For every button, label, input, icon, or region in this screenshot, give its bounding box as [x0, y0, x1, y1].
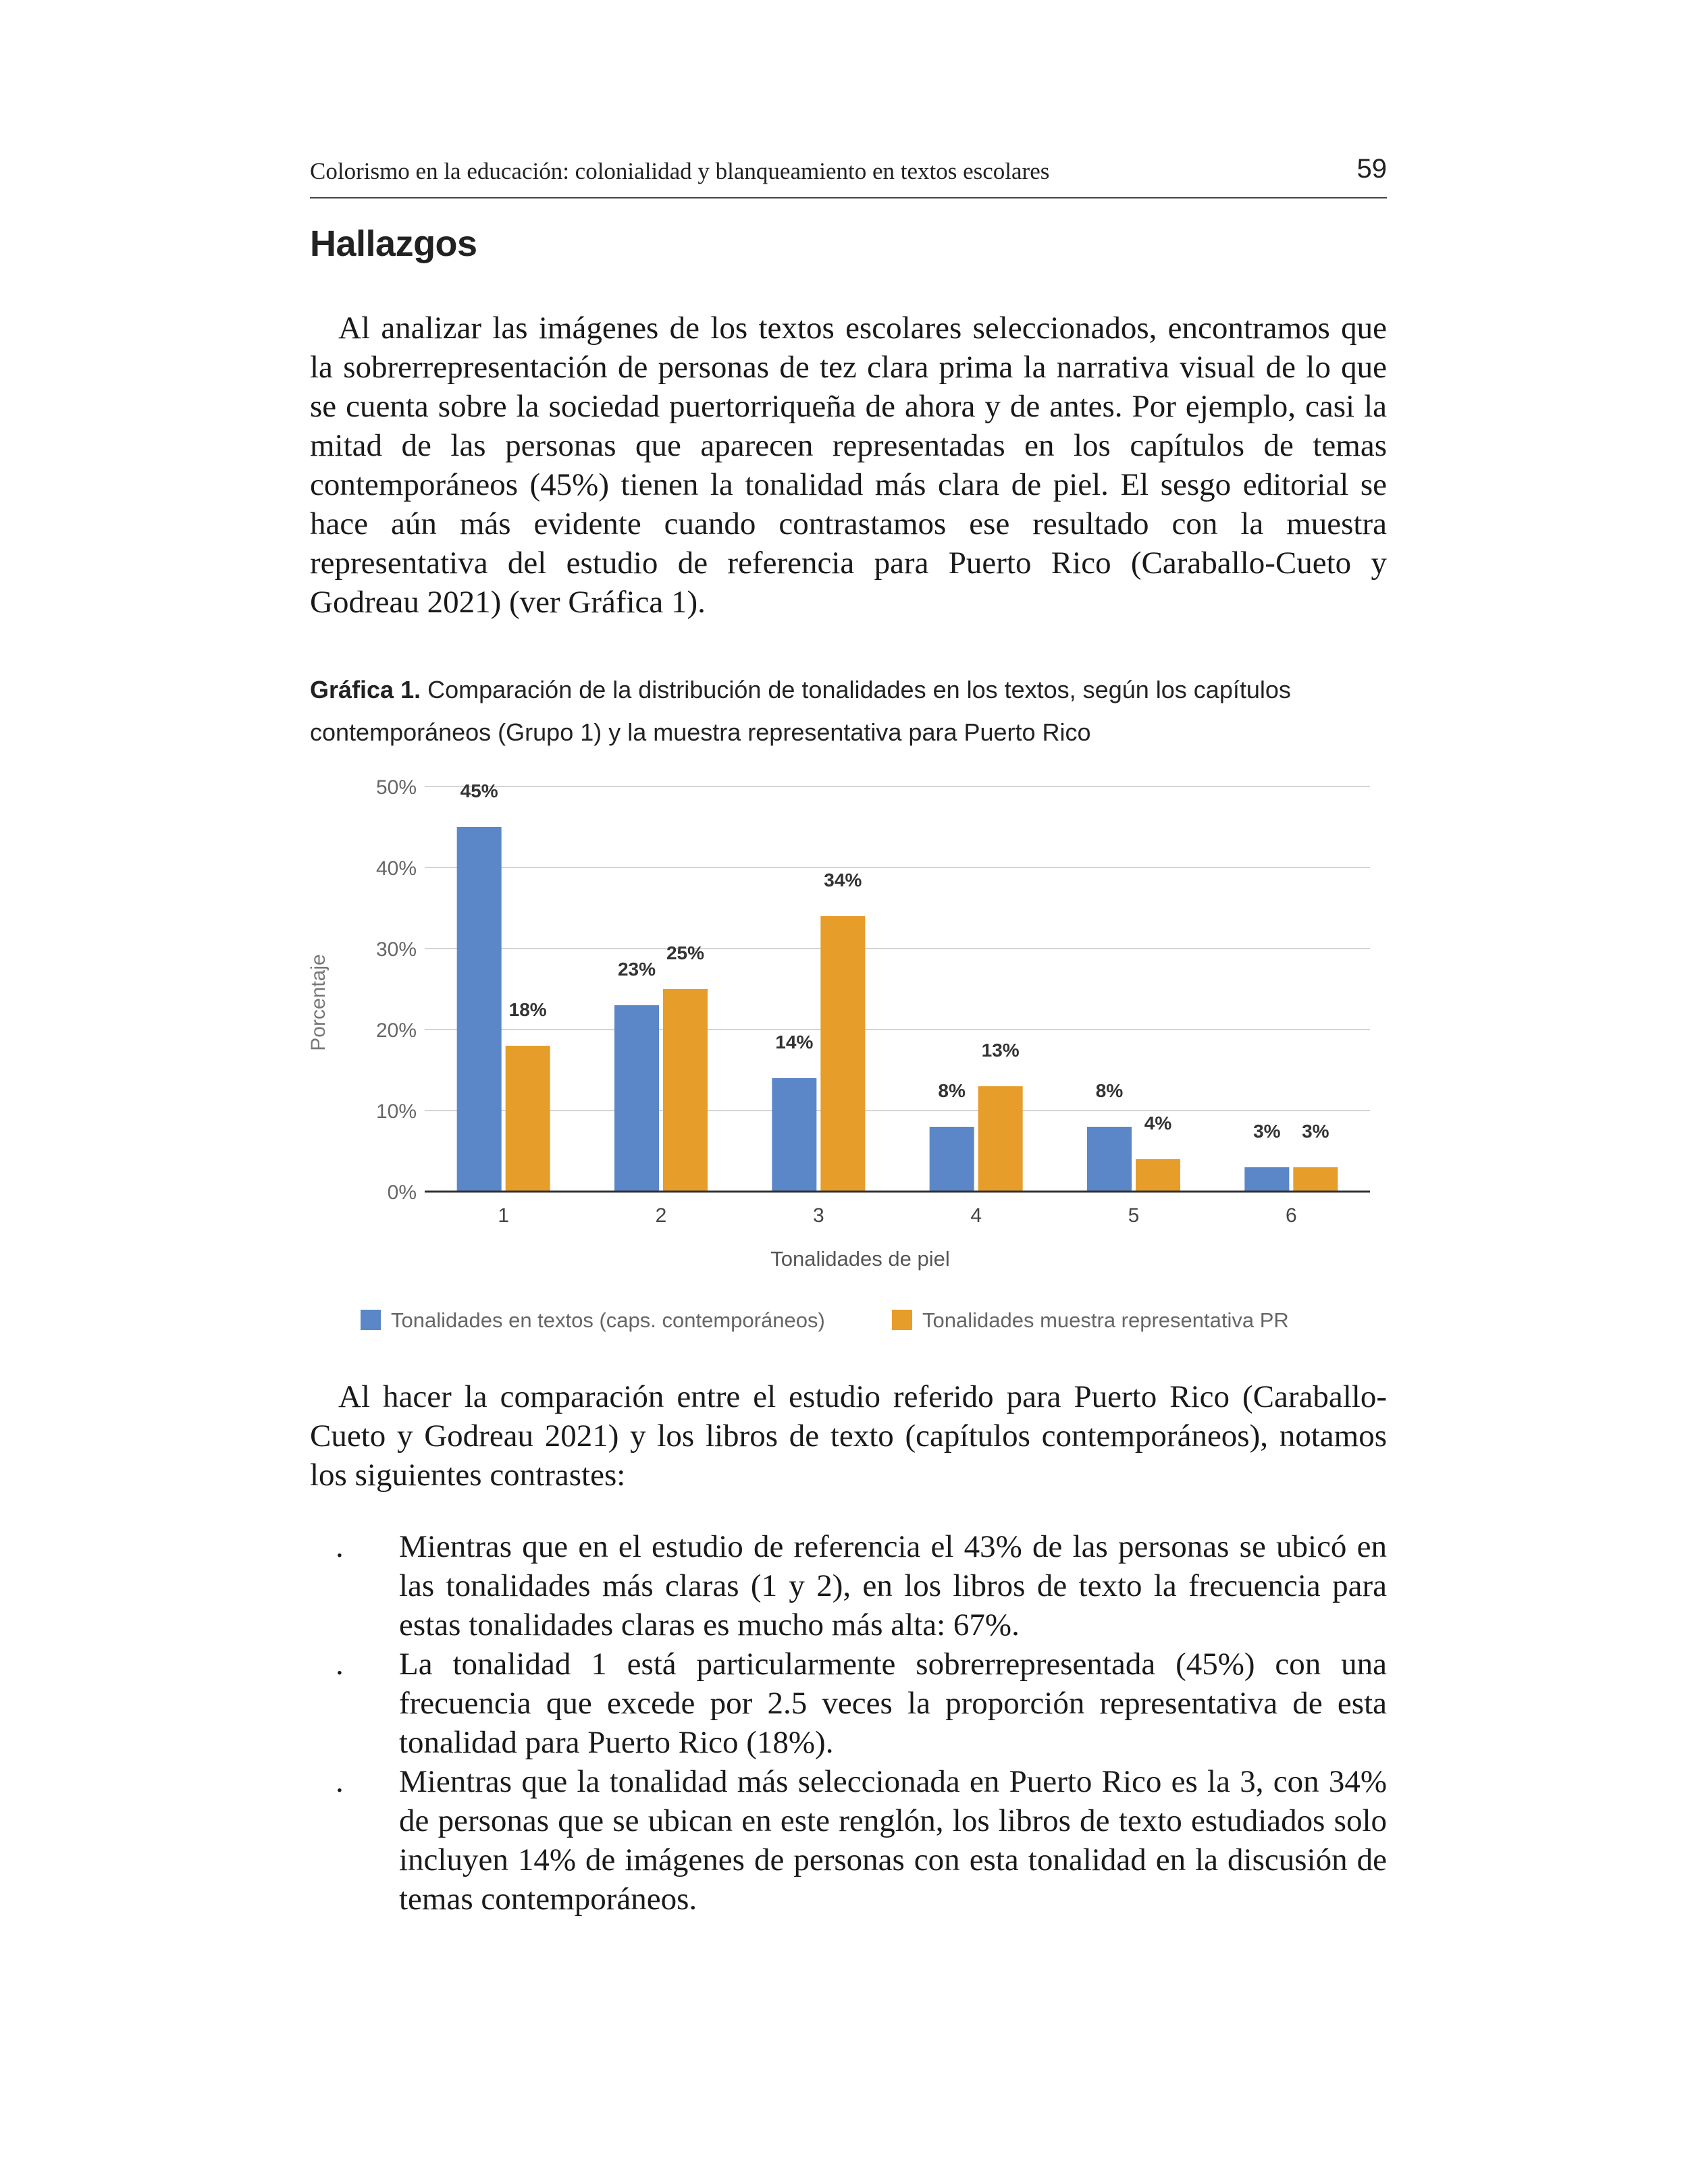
y-tick-label: 0% [387, 1181, 417, 1204]
bullet-item [310, 1762, 1387, 1919]
data-label: 8% [938, 1080, 966, 1101]
y-tick-label: 10% [375, 1100, 417, 1123]
x-tick-label: 2 [655, 1204, 667, 1227]
bar-series-1 [457, 827, 502, 1192]
data-label: 25% [666, 942, 705, 963]
bullet-marker: . [336, 1647, 344, 1682]
bar-series-1 [930, 1127, 974, 1192]
data-label: 3% [1253, 1121, 1281, 1142]
bar-series-2 [1293, 1167, 1338, 1192]
chart-legend [361, 1308, 1289, 1332]
figure-caption-text: Comparación de la distribución de tonalidades en los textos, según los capítulos contemporáneos (Grupo 1) y la muestra representativa para Puerto Rico [310, 676, 1291, 746]
legend-label-series-2: Tonalidades muestra representativa PR [922, 1308, 1289, 1332]
bar-series-2 [978, 1086, 1023, 1192]
data-label: 13% [981, 1040, 1020, 1061]
data-label: 14% [775, 1032, 814, 1053]
bar-series-2 [663, 989, 708, 1192]
body-paragraph: Al hacer la comparación entre el estudio referido para Puerto Rico (Caraballo-Cueto y Godreau 2021) y los libros de texto (capítulos contemporáneos), notamos los siguientes contrastes: [310, 1379, 1387, 1493]
y-tick-label: 40% [375, 857, 417, 880]
section-heading: Hallazgos [310, 223, 477, 264]
x-tick-label: 6 [1285, 1204, 1297, 1227]
data-label: 4% [1144, 1113, 1172, 1134]
figure-caption [310, 668, 1387, 753]
bullet-text: La tonalidad 1 está particularmente sobrerrepresentada (45%) con una frecuencia que excede por 2.5 veces la proporción representativa de esta tonalidad para Puerto Rico (18%). [399, 1647, 1387, 1760]
bar-series-1 [614, 1005, 659, 1192]
page-number: 59 [1356, 154, 1387, 184]
x-tick-label: 5 [1128, 1204, 1140, 1227]
bullet-item [310, 1645, 1387, 1762]
bar-series-1 [1244, 1167, 1289, 1192]
x-axis-ticks [498, 1204, 1296, 1227]
figure-caption-label: Gráfica 1. [310, 676, 421, 703]
x-tick-label: 4 [970, 1204, 982, 1227]
data-labels [460, 780, 1329, 1142]
x-tick-label: 1 [498, 1204, 510, 1227]
running-header [310, 154, 1387, 198]
bullet-marker: . [336, 1764, 344, 1799]
y-axis-label: Porcentaje [307, 954, 329, 1051]
chart-grid [425, 787, 1370, 1111]
data-label: 3% [1302, 1121, 1329, 1142]
bar-series-1 [772, 1078, 816, 1192]
bar-series-2 [820, 916, 865, 1192]
legend-swatch-series-2 [892, 1310, 912, 1330]
y-axis-ticks [376, 776, 417, 1204]
legend-swatch-series-1 [361, 1310, 381, 1330]
chart-bars [457, 827, 1338, 1192]
data-label: 18% [508, 999, 547, 1020]
data-label: 45% [460, 780, 498, 801]
data-label: 8% [1095, 1080, 1124, 1101]
y-tick-label: 30% [375, 938, 417, 961]
bar-series-2 [506, 1046, 550, 1192]
bar-series-1 [1087, 1127, 1132, 1192]
data-label: 34% [824, 870, 862, 890]
legend-label-series-1: Tonalidades en textos (caps. contemporáneos) [391, 1308, 825, 1332]
data-label: 23% [617, 959, 656, 980]
bullet-text: Mientras que en el estudio de referencia el 43% de las personas se ubicó en las tonalidades más claras (1 y 2), en los libros de texto la frecuencia para estas tonalidades claras es mucho más alta: 67%. [399, 1529, 1387, 1643]
x-axis-label: Tonalidades de piel [770, 1247, 950, 1271]
bullet-list [310, 1527, 1387, 1919]
bar-series-2 [1136, 1159, 1180, 1192]
bullet-text: Mientras que la tonalidad más seleccionada en Puerto Rico es la 3, con 34% de personas que se ubican en este renglón, los libros de texto estudiados solo incluyen 14% de imágenes de personas con esta tonalidad en la discusión de temas contemporáneos. [399, 1764, 1387, 1917]
bar-chart [307, 756, 1387, 1343]
running-title: Colorismo en la educación: colonialidad y blanqueamiento en textos escolares [310, 158, 1050, 184]
bullet-marker: . [336, 1529, 344, 1564]
body-paragraph: Al analizar las imágenes de los textos escolares seleccionados, encontramos que la sobrerrepresentación de personas de tez clara prima la narrativa visual de lo que se cuenta sobre la sociedad puertorriqueña de ahora y de antes. Por ejemplo, casi la mitad de las personas que aparecen representadas en los capítulos de temas contemporáneos (45%) tienen la tonalidad más clara de piel. El sesgo editorial se hace aún más evidente cuando contrastamos ese resultado con la muestra representativa del estudio de referencia para Puerto Rico (Caraballo-Cueto y Godreau 2021) (ver Gráfica 1). [310, 311, 1387, 620]
y-tick-label: 50% [375, 776, 417, 799]
y-tick-label: 20% [375, 1019, 417, 1042]
bullet-item [310, 1527, 1387, 1645]
x-tick-label: 3 [812, 1204, 824, 1227]
